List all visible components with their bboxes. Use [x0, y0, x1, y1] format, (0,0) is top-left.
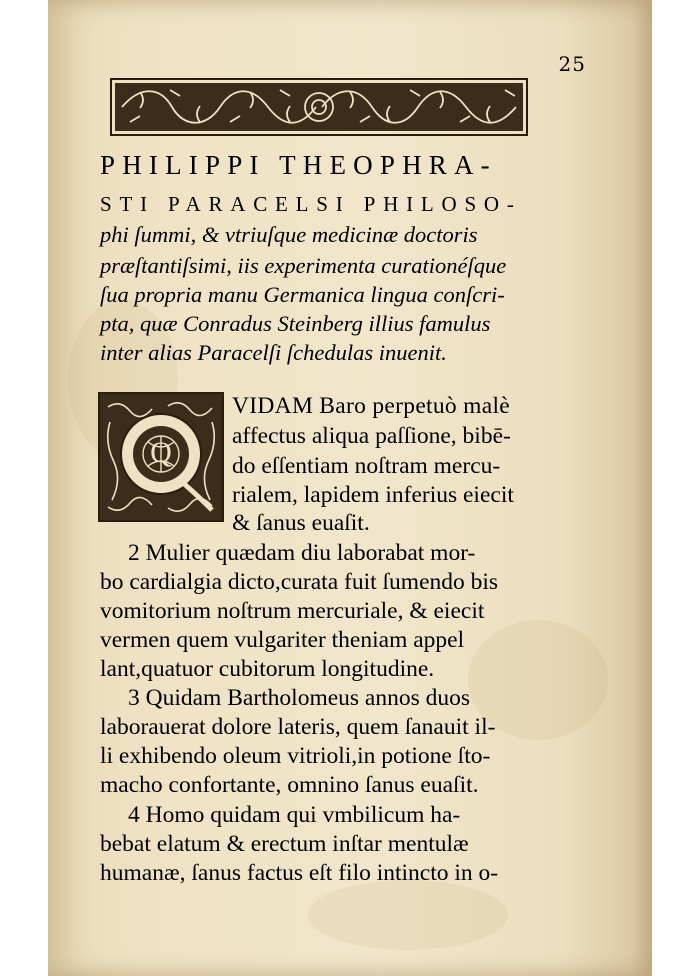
drop-cap-letter: Q — [150, 436, 172, 469]
heading-line: STI PARACELSI PHILOSO- — [100, 192, 522, 216]
paper-stain — [308, 880, 508, 950]
text-line: macho confortante, omnino ſanus euaſit. — [100, 772, 479, 798]
text-line: 4 Homo quidam qui vmbilicum ha- — [128, 802, 461, 828]
text-line: vomitorium noſtrum mercuriale, & eiecit — [100, 598, 485, 624]
heading-italic-line: phi ſummi, & vtriuſque medicinæ doctoris — [100, 222, 478, 247]
text-line: affectus aliqua paſſione, bibē- — [232, 423, 511, 449]
text-line: humanæ, ſanus factus eſt filo intincto in o- — [100, 860, 499, 886]
text-line: 2 Mulier quædam diu laborabat mor- — [128, 540, 476, 566]
text-line: bebat elatum & erectum inſtar mentulæ — [100, 831, 469, 857]
left-margin — [0, 0, 48, 976]
text-line: rialem, lapidem inferius eiecit — [232, 482, 514, 508]
ornamental-headpiece — [110, 78, 528, 136]
page-number: 25 — [558, 52, 586, 76]
right-margin — [652, 0, 690, 976]
text-line: li exhibendo oleum vitrioli,in potione ſto- — [100, 743, 491, 769]
heading-italic-line: ſua propria manu Germanica lingua conſcri- — [100, 282, 505, 307]
text-line: vermen quem vulgariter theniam appel — [100, 627, 465, 653]
text-line: & ſanus euaſit. — [232, 510, 370, 536]
heading-line: PHILIPPI THEOPHRA- — [100, 150, 497, 180]
decorated-initial — [98, 392, 224, 522]
heading-italic-line: inter alias Paracelſi ſchedulas inuenit. — [100, 340, 447, 365]
text-line: do eſſentiam noſtram mercu- — [232, 453, 501, 479]
text-line: VIDAM Baro perpetuò malè — [232, 393, 511, 419]
heading-italic-line: præſtantiſsimi, iis experimenta curationéſque — [100, 253, 507, 278]
text-line: laborauerat dolore lateris, quem ſanauit il- — [100, 714, 496, 740]
heading-italic-line: pta, quæ Conradus Steinberg illius famulus — [100, 311, 491, 336]
text-line: lant,quatuor cubitorum longitudine. — [100, 656, 435, 682]
text-line: bo cardialgia dicto,curata fuit ſumendo bis — [100, 569, 499, 595]
text-line: 3 Quidam Bartholomeus annos duos — [128, 685, 471, 711]
